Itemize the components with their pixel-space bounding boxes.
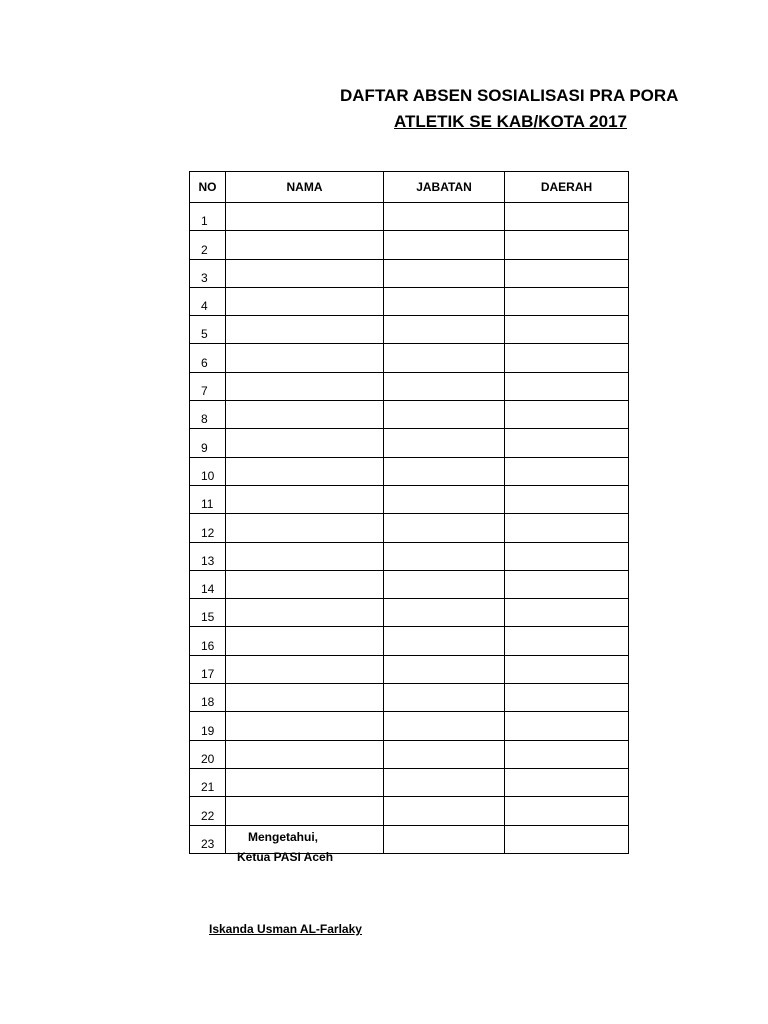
daerah-cell[interactable]	[505, 768, 629, 796]
table-row	[190, 797, 629, 825]
jabatan-cell[interactable]	[384, 740, 505, 768]
daerah-cell[interactable]	[505, 316, 629, 344]
nama-cell[interactable]	[226, 287, 384, 315]
row-number: 18	[190, 684, 226, 712]
nama-cell[interactable]	[226, 231, 384, 259]
jabatan-cell[interactable]	[384, 599, 505, 627]
row-number: 9	[190, 429, 226, 457]
daerah-cell[interactable]	[505, 655, 629, 683]
signature-role: Ketua PASI Aceh	[237, 850, 334, 864]
row-number: 5	[190, 316, 226, 344]
jabatan-cell[interactable]	[384, 514, 505, 542]
jabatan-cell[interactable]	[384, 372, 505, 400]
table-row	[190, 259, 629, 287]
nama-cell[interactable]	[226, 655, 384, 683]
nama-cell[interactable]	[226, 457, 384, 485]
row-number: 21	[190, 768, 226, 796]
jabatan-cell[interactable]	[384, 627, 505, 655]
attendance-table	[189, 171, 629, 854]
jabatan-cell[interactable]	[384, 655, 505, 683]
row-number: 15	[190, 599, 226, 627]
row-number: 23	[190, 825, 226, 853]
table-row	[190, 684, 629, 712]
nama-cell[interactable]	[226, 712, 384, 740]
nama-cell[interactable]	[226, 514, 384, 542]
table-row	[190, 231, 629, 259]
nama-cell[interactable]	[226, 344, 384, 372]
row-number: 2	[190, 231, 226, 259]
nama-cell[interactable]	[226, 768, 384, 796]
table-row	[190, 768, 629, 796]
jabatan-cell[interactable]	[384, 570, 505, 598]
nama-cell[interactable]	[226, 684, 384, 712]
table-row	[190, 712, 629, 740]
daerah-cell[interactable]	[505, 344, 629, 372]
nama-cell[interactable]	[226, 372, 384, 400]
header-daerah: DAERAH	[505, 172, 629, 203]
daerah-cell[interactable]	[505, 514, 629, 542]
nama-cell[interactable]	[226, 627, 384, 655]
row-number: 11	[190, 485, 226, 513]
nama-cell[interactable]	[226, 740, 384, 768]
daerah-cell[interactable]	[505, 627, 629, 655]
table-row	[190, 429, 629, 457]
table-header-row	[190, 172, 629, 203]
table-row	[190, 485, 629, 513]
daerah-cell[interactable]	[505, 259, 629, 287]
daerah-cell[interactable]	[505, 684, 629, 712]
row-number: 7	[190, 372, 226, 400]
daerah-cell[interactable]	[505, 287, 629, 315]
jabatan-cell[interactable]	[384, 203, 505, 231]
jabatan-cell[interactable]	[384, 457, 505, 485]
table-row	[190, 203, 629, 231]
nama-cell[interactable]	[226, 599, 384, 627]
row-number: 6	[190, 344, 226, 372]
daerah-cell[interactable]	[505, 372, 629, 400]
daerah-cell[interactable]	[505, 797, 629, 825]
row-number: 4	[190, 287, 226, 315]
table-row	[190, 457, 629, 485]
table-row	[190, 570, 629, 598]
daerah-cell[interactable]	[505, 599, 629, 627]
daerah-cell[interactable]	[505, 542, 629, 570]
table-row	[190, 287, 629, 315]
nama-cell[interactable]	[226, 401, 384, 429]
header-nama: NAMA	[226, 172, 384, 203]
nama-cell[interactable]	[226, 542, 384, 570]
table-row	[190, 542, 629, 570]
table-row	[190, 372, 629, 400]
jabatan-cell[interactable]	[384, 797, 505, 825]
table-row	[190, 401, 629, 429]
row-number: 16	[190, 627, 226, 655]
row-number: 12	[190, 514, 226, 542]
header-jabatan: JABATAN	[384, 172, 505, 203]
table-row	[190, 316, 629, 344]
table-row	[190, 599, 629, 627]
nama-cell[interactable]	[226, 203, 384, 231]
nama-cell[interactable]	[226, 570, 384, 598]
row-number: 19	[190, 712, 226, 740]
table-row	[190, 655, 629, 683]
signature-acknowledged: Mengetahui,	[248, 830, 319, 844]
jabatan-cell[interactable]	[384, 684, 505, 712]
jabatan-cell[interactable]	[384, 287, 505, 315]
jabatan-cell[interactable]	[384, 401, 505, 429]
daerah-cell[interactable]	[505, 570, 629, 598]
table-row	[190, 740, 629, 768]
row-number: 3	[190, 259, 226, 287]
row-number: 13	[190, 542, 226, 570]
jabatan-cell[interactable]	[384, 542, 505, 570]
row-number: 10	[190, 457, 226, 485]
jabatan-cell[interactable]	[384, 768, 505, 796]
jabatan-cell[interactable]	[384, 429, 505, 457]
daerah-cell[interactable]	[505, 485, 629, 513]
document-title-line2: ATLETIK SE KAB/KOTA 2017	[394, 112, 627, 131]
daerah-cell[interactable]	[505, 231, 629, 259]
jabatan-cell[interactable]	[384, 825, 505, 853]
table-row	[190, 344, 629, 372]
row-number: 14	[190, 570, 226, 598]
jabatan-cell[interactable]	[384, 712, 505, 740]
daerah-cell[interactable]	[505, 203, 629, 231]
row-number: 1	[190, 203, 226, 231]
jabatan-cell[interactable]	[384, 259, 505, 287]
jabatan-cell[interactable]	[384, 344, 505, 372]
jabatan-cell[interactable]	[384, 231, 505, 259]
row-number: 8	[190, 401, 226, 429]
signature-name: Iskanda Usman AL-Farlaky	[209, 922, 362, 936]
nama-cell[interactable]	[226, 485, 384, 513]
row-number: 20	[190, 740, 226, 768]
document-title-line1: DAFTAR ABSEN SOSIALISASI PRA PORA	[340, 86, 679, 105]
jabatan-cell[interactable]	[384, 316, 505, 344]
nama-cell[interactable]	[226, 429, 384, 457]
daerah-cell[interactable]	[505, 429, 629, 457]
row-number: 22	[190, 797, 226, 825]
header-no: NO	[190, 172, 226, 203]
daerah-cell[interactable]	[505, 825, 629, 853]
nama-cell[interactable]	[226, 797, 384, 825]
nama-cell[interactable]	[226, 259, 384, 287]
jabatan-cell[interactable]	[384, 485, 505, 513]
daerah-cell[interactable]	[505, 401, 629, 429]
daerah-cell[interactable]	[505, 457, 629, 485]
daerah-cell[interactable]	[505, 740, 629, 768]
daerah-cell[interactable]	[505, 712, 629, 740]
table-row	[190, 627, 629, 655]
table-row	[190, 514, 629, 542]
row-number: 17	[190, 655, 226, 683]
nama-cell[interactable]	[226, 316, 384, 344]
